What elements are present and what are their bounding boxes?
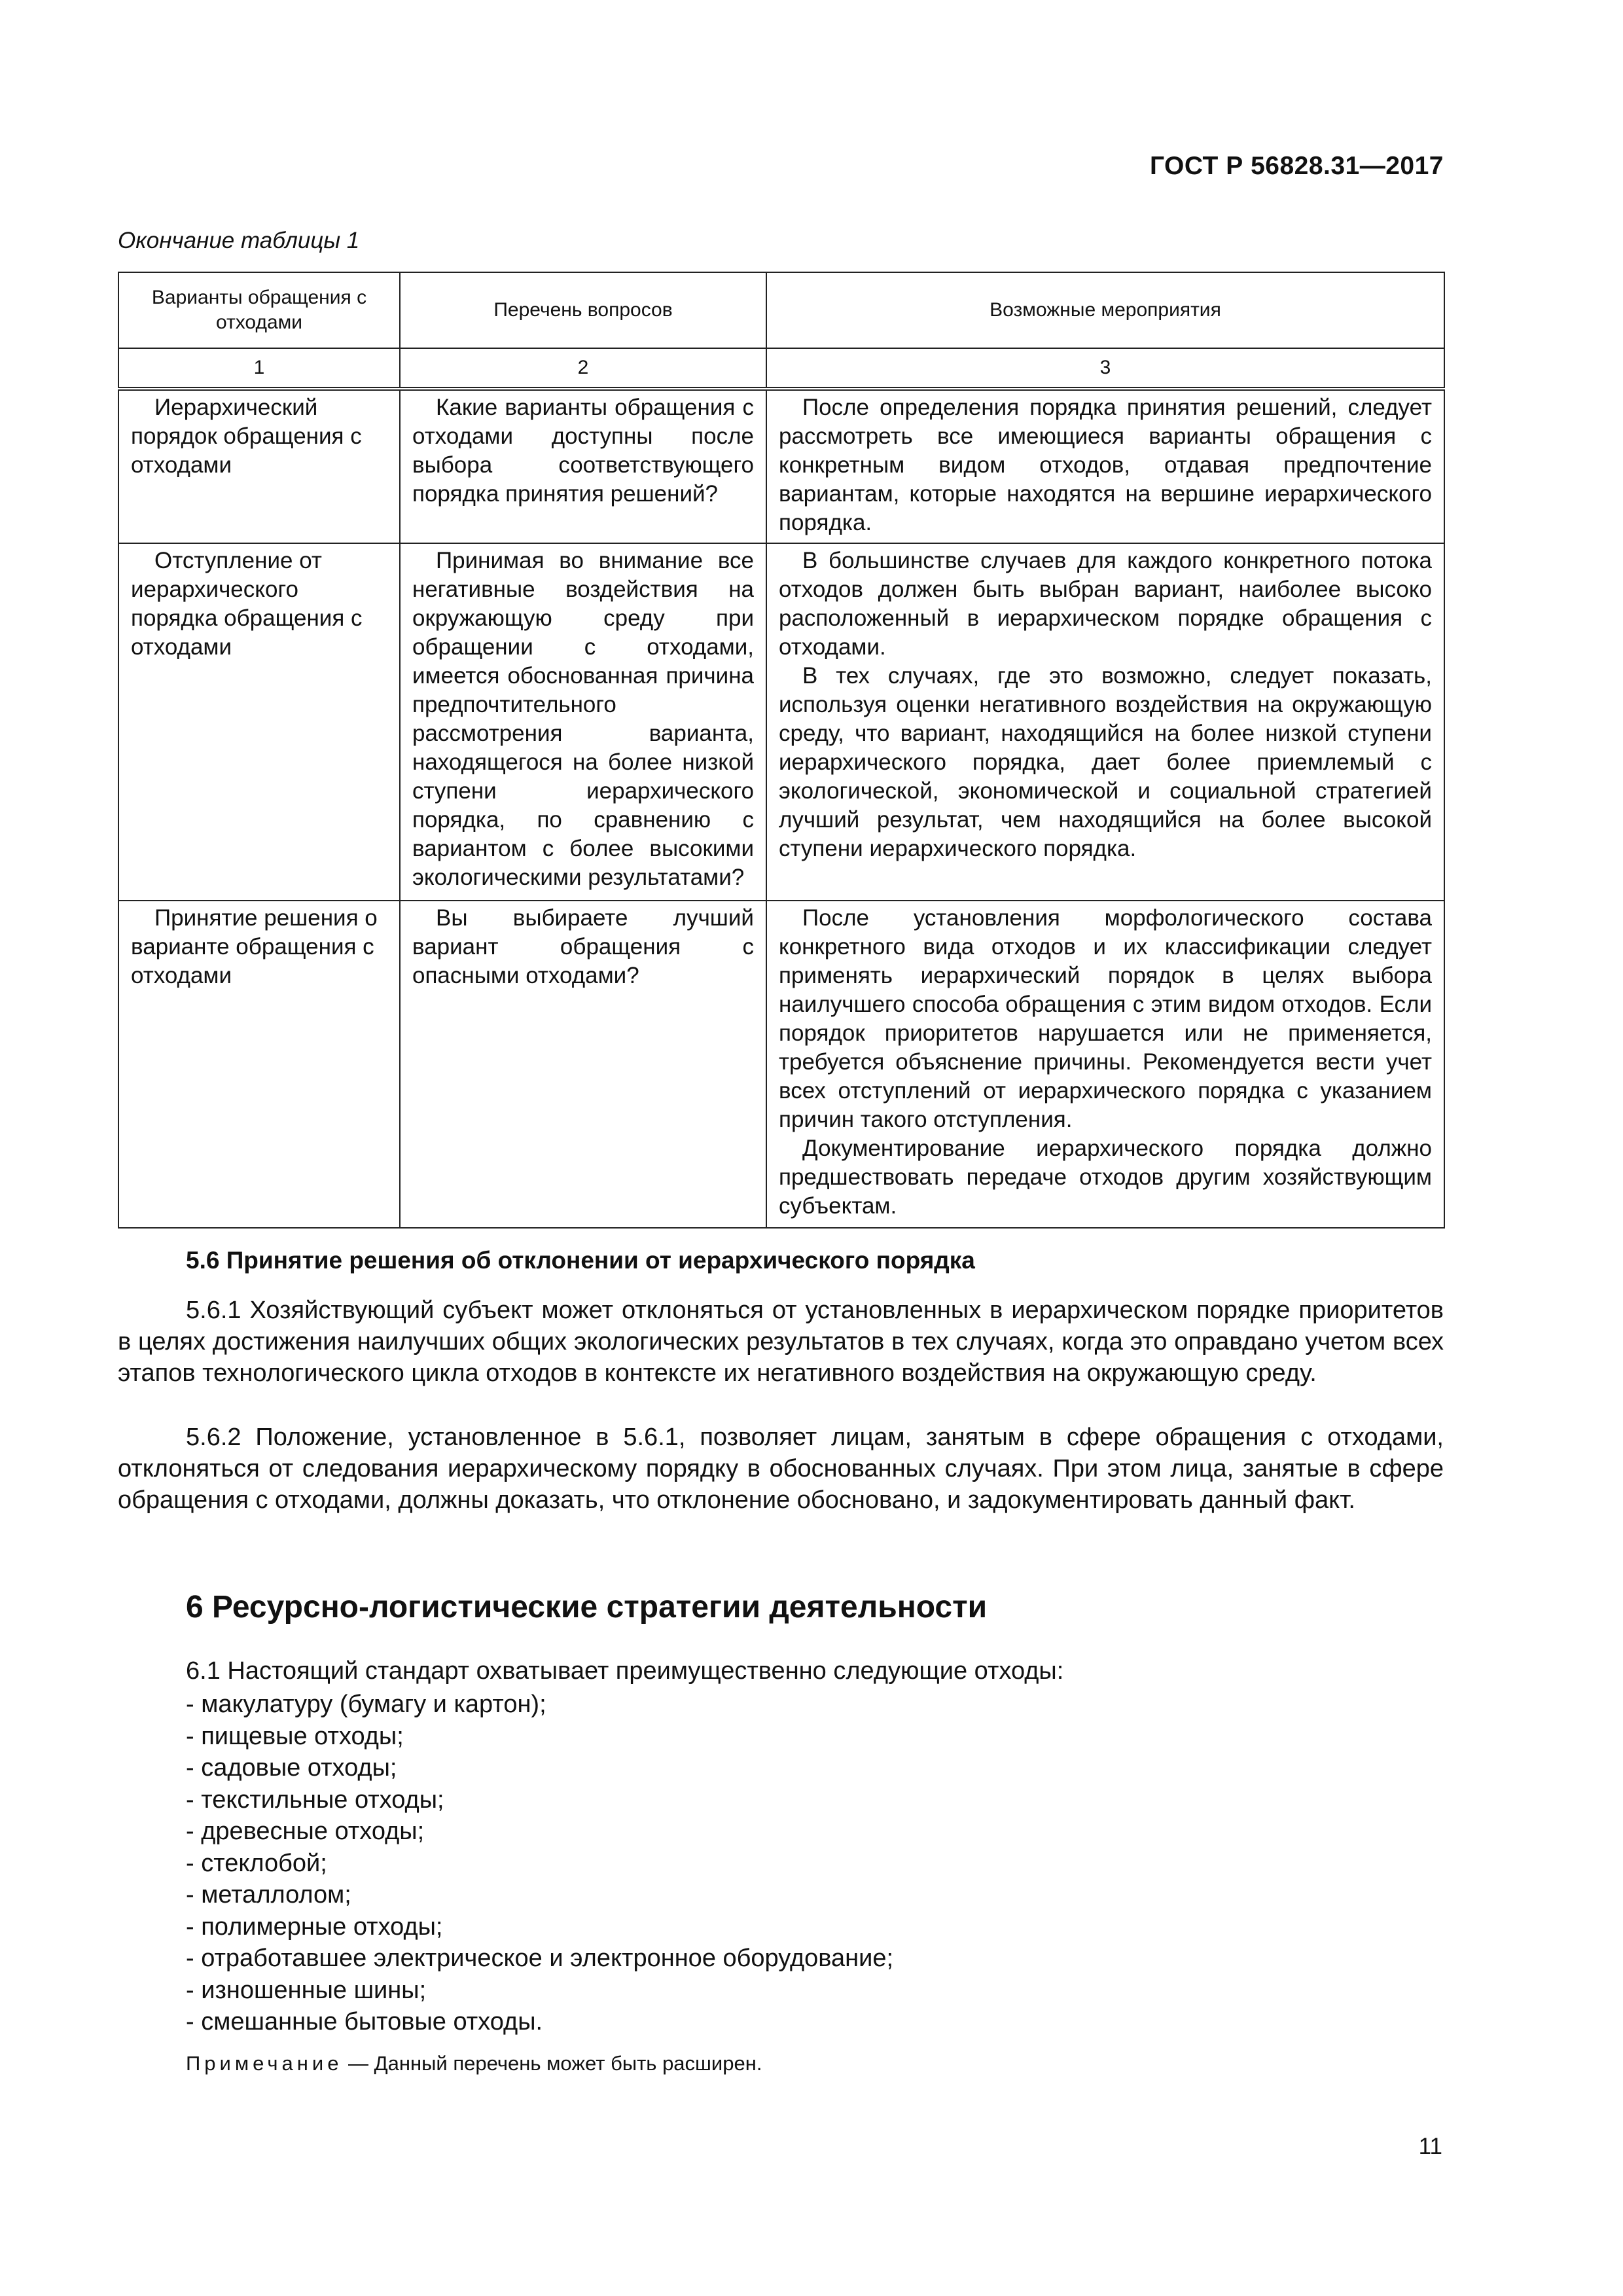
note-label: Примечание <box>186 2052 343 2075</box>
column-number: 2 <box>400 348 766 389</box>
paragraph-5-6-1: 5.6.1 Хозяйствующий субъект может отклоняться от установленных в иерархическом порядке приоритетов в целях достижения наилучших общих экологических результатов в тех случаях, когда это оправдано учетом всех этапов технологического цикла отходов в контексте их негативного воздействия на окружающую среду. <box>118 1297 1444 1387</box>
list-item: - древесные отходы; <box>186 1818 425 1845</box>
table-column-number-row <box>118 348 1444 389</box>
waste-list <box>186 1689 893 2038</box>
list-item: - садовые отходы; <box>186 1754 397 1782</box>
list-item: - полимерные отходы; <box>186 1912 443 1941</box>
table-cell-option: Иерархический порядок обращения с отходами <box>118 389 400 543</box>
list-item: - макулатуру (бумагу и картон); <box>186 1691 546 1718</box>
table-row <box>118 901 1444 1228</box>
list-item: - металлолом; <box>186 1881 351 1909</box>
document-code: ГОСТ Р 56828.31—2017 <box>1149 152 1444 180</box>
list-item: - пищевые отходы; <box>186 1722 404 1750</box>
section-heading-5-6: 5.6 Принятие решения об отклонении от иерархического порядка <box>186 1247 975 1274</box>
measures-table <box>118 272 1445 1229</box>
table-cell-question: Вы выбираете лучший вариант обращения с опасными отходами? <box>400 901 766 1228</box>
table-cell-question: Какие варианты обращения с отходами доступны после выбора соответствующего порядка принятия решений? <box>400 389 766 543</box>
table-header-cell: Перечень вопросов <box>400 272 766 348</box>
note <box>186 2052 762 2075</box>
table-cell-measure: После установления морфологического состава конкретного вида отходов и их классификации следует применять иерархический порядок в целях выбора наилучшего способа обращения с этим видом отходов. Если порядок приоритетов нарушается или не применяется, требуется объяснение причины. Рекомендуется вести учет всех отступлений от иерархического порядка с указанием причин такого отступления. Документирование иерархического порядка должно предшествовать передаче отходов другим хозяйствующим субъектам. <box>766 901 1444 1228</box>
table-cell-measure: После определения порядка принятия решений, следует рассмотреть все имеющиеся варианты обращения с конкретным видом отходов, отдавая предпочтение вариантам, которые находятся на вершине иерархического порядка. <box>766 389 1444 543</box>
section-heading-6: 6 Ресурсно-логистические стратегии деятельности <box>186 1590 988 1624</box>
paragraph-5-6-2: 5.6.2 Положение, установленное в 5.6.1, позволяет лицам, занятым в сфере обращения с отходами, отклоняться от следования иерархическому порядку в обоснованных случаях. При этом лица, занятые в сфере обращения с отходами, должны доказать, что отклонение обосновано, и задокументировать данный факт. <box>118 1424 1444 1514</box>
table-header-row <box>118 272 1444 348</box>
list-item: - текстильные отходы; <box>186 1785 444 1814</box>
list-item: - изношенные шины; <box>186 1976 427 2004</box>
list-item: - стеклобой; <box>186 1849 327 1877</box>
table-row <box>118 543 1444 901</box>
table-cell-question: Принимая во внимание все негативные воздействия на окружающую среду при обращении с отходами, имеется обоснованная причина предпочтительного рассмотрения варианта, находящегося на более низкой ступени иерархического порядка, по сравнению с вариантом с более высокими экологическими результатами? <box>400 543 766 901</box>
column-number: 1 <box>118 348 400 389</box>
list-item: - отработавшее электрическое и электронное оборудование; <box>186 1945 894 1972</box>
note-text: — Данный перечень может быть расширен. <box>342 2052 762 2075</box>
paragraph-6-1: 6.1 Настоящий стандарт охватывает преимущественно следующие отходы: <box>186 1657 1064 1685</box>
table-header-cell: Возможные мероприятия <box>766 272 1444 348</box>
table-cell-option: Отступление от иерархического порядка обращения с отходами <box>118 543 400 901</box>
table-cell-measure: В большинстве случаев для каждого конкретного потока отходов должен быть выбран вариант, наиболее высоко расположенный в иерархическом порядке обращения с отходами. В тех случаях, где это возможно, следует показать, используя оценки негативного воздействия на окружающую среду, что вариант, находящийся на более низкой ступени иерархического порядка, дает более приемлемый с экологической, экономической и социальной стратегией лучший результат, чем находящийся на более высокой ступени иерархического порядка. <box>766 543 1444 901</box>
table-cell-option: Принятие решения о варианте обращения с отходами <box>118 901 400 1228</box>
list-item: - смешанные бытовые отходы. <box>186 2008 543 2036</box>
table-row <box>118 389 1444 543</box>
table-header-cell: Варианты обращения с отходами <box>118 272 400 348</box>
page-number: 11 <box>1418 2134 1442 2159</box>
column-number: 3 <box>766 348 1444 389</box>
table-caption: Окончание таблицы 1 <box>118 228 360 253</box>
